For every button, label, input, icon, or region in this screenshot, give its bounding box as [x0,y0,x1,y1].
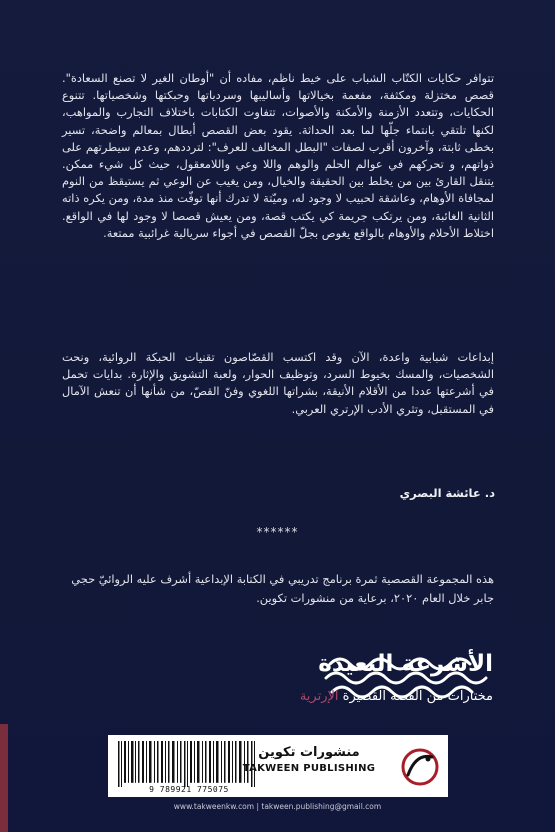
book-subtitle-main: مختارات من القصة القصيرة [342,689,493,704]
publisher-logo-icon [398,745,442,789]
program-note-text: هذه المجموعة القصصية ثمرة برنامج تدريبي في الكتابة الإبداعية أشرف عليه الروائيّ حجي جابر خلال العام ٢٠٢٠، برعاية من منشورات تكوين. [71,572,494,605]
isbn-number: 9 789921 775075 [149,785,229,794]
separator: ****** [256,525,299,539]
blurb-paragraph-1 [62,70,494,242]
publisher-name-en: TAKWEEN PUBLISHING [242,763,376,774]
barcode-panel [108,735,448,797]
book-subtitle-accent: الإرترية [299,689,339,704]
publisher-block [234,745,384,774]
blurb-author: د. عائشة البصري [399,486,495,500]
footer-contact: www.takweenkw.com | takween.publishing@gmail.com [173,802,382,811]
spine-strip [0,724,8,832]
blurb-text-1: تتوافر حكايات الكتّاب الشباب على خيط ناظم، مفاده أن "أوطان الغير لا تصنع السعادة". قصص مختزلة ومكثفة، مفعمة بخيالاتها وأساليبها وسردياتها وحبكتها وشخصياتها. تتنوع الحكايات، وتتعدد الأزمنة والأمكنة والأصوات، تتفاوت الكتابات باختلاف التجارب والمواهب، لكنها تلتقي بانتماء جلّها لما بعد الحداثة. يقود بعض القصص أبطال بمعالم واضحة، تسير بخطى ثابتة، وآخرون أقرب لصفات "البطل المخالف للعرف": لترددهم، وعدم سيطرتهم على ذواتهم، و تحركهم في عوالم الحلم والوهم واللا وعي واللامعقول، حيث كل شيء ممكن. يتنقل القارئ بين من يخلط بين الحقيقة والخيال، ومن يغيب عن الوعي ثم يستيقظ من النوم لمجافاة الأوهام، وعاشقة لحبيب لا وجود له، وميّتة لا تدرك أنها توفّت منذ مدة، ومن يكره ذاته الثانية الغائبة، ومن يرتكب جريمة كي يكتب قصة، ومن يعيش قصصا لا وجود لها في الواقع. اختلاط الأحلام والأوهام بالواقع يغوص بجلّ القصص في أجواء سريالية غرائبية ممتعة. [62,71,494,240]
program-note [62,570,494,608]
book-title: الأشرعة البعيدة [318,651,493,677]
book-subtitle [300,689,493,704]
blurb-text-2: إبداعات شبابية واعدة، الآن وقد اكتسب القصّاصون تقنيات الحبكة الروائية، ونحت الشخصيات، والمسك بخيوط السرد، وتوظيف الحوار، ولعبة التشويق والإثارة. بدايات تحمل في أشرعتها عددا من الأقلام الأنيقة، بشراتها اللغوي وفنّ القصّ، من شأنها أن تنعش الآمال في المستقبل، وتثري الأدب الإرتري العربي. [62,350,494,416]
publisher-name-ar: منشورات تكوين [258,745,360,760]
blurb-paragraph-2 [62,349,494,418]
